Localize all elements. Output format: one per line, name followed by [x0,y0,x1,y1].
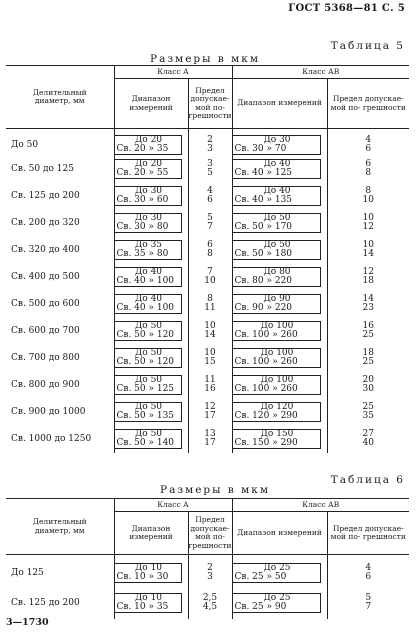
range-cell [232,237,327,264]
range-value: Св. 10 » 30 [116,571,169,582]
limit-value: 12 [362,267,374,277]
range-value: Св. 120 » 290 [234,411,298,421]
diameter-cell [6,210,114,237]
limit-value: 3 [207,571,213,582]
range-cell [232,587,327,619]
table-row [6,291,409,318]
limit-value: 10 [362,195,374,205]
range-value: До 30 [134,213,163,223]
range-cell [114,291,188,318]
limit-value: 7 [207,267,213,277]
range-value: До 50 [263,213,291,223]
table-row [6,372,409,399]
limit-value: 20 [362,375,374,385]
limit-value: 23 [362,303,374,313]
table5-class-ab: Класс АВ [232,66,409,79]
table-row [6,426,409,453]
limit-cell [327,426,409,453]
diameter-value: Св. 500 до 600 [11,299,80,309]
range-value: Св. 50 » 170 [234,222,293,232]
range-value: До 100 [260,321,294,331]
limit-cell [327,264,409,291]
diameter-value: Св. 125 до 200 [11,597,80,608]
range-cell [232,210,327,237]
limit-cell [327,318,409,345]
limit-cell [188,587,232,619]
range-value: До 50 [134,429,163,439]
diameter-value: До 50 [11,140,39,151]
table6 [6,498,409,619]
table5 [6,65,409,453]
range-cell [232,291,327,318]
limit-cell [188,183,232,210]
diameter-cell [6,183,114,210]
limit-value: 35 [362,411,374,421]
limit-value: 6 [365,144,372,155]
range-value: Св. 50 » 120 [116,330,175,340]
range-cell [232,399,327,426]
table5-col-limit-ab: Предел допускае- мой по- грешности [327,79,409,129]
limit-value: 16 [362,321,374,331]
range-cell [232,264,327,291]
range-value: До 20 [134,159,163,169]
limit-value: 5 [207,213,213,223]
limit-cell [327,129,409,156]
limit-value: 13 [204,429,216,439]
limit-value: 10 [362,213,374,223]
limit-cell [188,318,232,345]
limit-cell [188,555,232,587]
range-value: До 150 [260,429,294,439]
diameter-cell [6,555,114,587]
range-value: До 50 [263,240,291,250]
table-row [6,156,409,183]
limit-cell [188,129,232,156]
range-cell [114,372,188,399]
diameter-cell [6,587,114,619]
limit-cell [188,210,232,237]
diameter-value: Св. 125 до 200 [11,191,80,201]
limit-value: 3 [207,159,213,169]
limit-value: 5 [365,592,372,603]
range-value: Св. 25 » 90 [234,601,287,612]
range-value: До 50 [134,402,163,412]
range-value: Св. 25 » 50 [234,571,287,582]
limit-value: 14 [204,330,216,340]
limit-value: 4 [365,135,372,146]
diameter-value: Св. 50 до 125 [11,164,74,174]
table5-label: Таблица 5 [330,40,405,52]
diameter-cell [6,156,114,183]
range-value: До 100 [260,375,294,385]
range-value: До 40 [134,267,163,277]
range-value: До 35 [134,240,163,250]
range-value: Св. 30 » 70 [234,144,287,155]
range-value: До 25 [263,592,291,603]
range-value: До 10 [134,562,163,573]
diameter-cell [6,129,114,156]
table-row [6,399,409,426]
limit-value: 3 [207,144,213,155]
limit-value: 5 [207,168,213,178]
diameter-value: Св. 600 до 700 [11,326,80,336]
table-row [6,237,409,264]
limit-value: 16 [204,384,216,394]
range-cell [114,555,188,587]
limit-value: 10 [204,276,216,286]
diameter-value: До 125 [11,567,44,578]
diameter-value: Св. 400 до 500 [11,272,80,282]
diameter-value: Св. 320 до 400 [11,245,80,255]
range-cell [232,345,327,372]
range-cell [232,555,327,587]
range-cell [114,183,188,210]
range-value: До 20 [134,135,163,146]
range-value: До 50 [134,321,163,331]
range-cell [232,156,327,183]
diameter-value: Св. 700 до 800 [11,353,80,363]
diameter-cell [6,264,114,291]
limit-cell [327,183,409,210]
range-cell [114,426,188,453]
diameter-value: Св. 1000 до 1250 [11,434,92,444]
limit-value: 10 [204,348,216,358]
range-cell [232,372,327,399]
range-value: До 30 [134,186,163,196]
limit-value: 12 [362,222,374,232]
limit-value: 25 [362,330,374,340]
limit-value: 14 [362,294,374,304]
range-value: До 80 [263,267,291,277]
limit-cell [327,237,409,264]
range-value: До 50 [134,348,163,358]
limit-value: 27 [362,429,374,439]
limit-value: 14 [362,249,374,259]
table6-col-limit-ab: Предел допускае- мой по- грешности [327,512,409,555]
limit-value: 6 [365,159,372,169]
range-value: Св. 20 » 55 [116,168,169,178]
diameter-cell [6,426,114,453]
limit-value: 7 [207,222,213,232]
table5-col-limit-a: Предел допускае- мой по- грешности [188,79,232,129]
limit-cell [188,372,232,399]
range-value: Св. 35 » 80 [116,249,169,259]
table5-col-range-ab: Диапазон измерений [232,79,327,129]
diameter-cell [6,345,114,372]
range-value: Св. 90 » 220 [234,303,293,313]
limit-cell [327,156,409,183]
limit-value: 18 [362,276,374,286]
range-cell [232,129,327,156]
table-row [6,183,409,210]
limit-value: 6 [365,571,372,582]
range-value: Св. 40 » 100 [116,303,175,313]
range-value: До 30 [263,135,291,146]
table5-class-a: Класс А [114,66,232,79]
limit-cell [188,237,232,264]
limit-value: 6 [207,240,213,250]
range-value: Св. 80 » 220 [234,276,293,286]
page-footer: 3—1730 [6,617,49,628]
limit-cell [327,291,409,318]
limit-cell [188,426,232,453]
limit-value: 12 [204,402,216,412]
table6-label: Таблица 6 [330,474,405,486]
limit-value: 6 [207,195,213,205]
limit-value: 18 [362,348,374,358]
table6-col-range-a: Диапазон измерений [114,512,188,555]
range-value: До 90 [263,294,291,304]
range-cell [114,210,188,237]
limit-value: 2,5 [202,592,218,603]
range-cell [232,183,327,210]
limit-value: 8 [207,294,213,304]
limit-value: 4 [207,186,213,196]
range-value: Св. 40 » 125 [234,168,293,178]
limit-cell [327,555,409,587]
limit-value: 8 [207,249,213,259]
range-value: Св. 30 » 80 [116,222,169,232]
table6-col-limit-a: Предел допускае- мой по- грешности [188,512,232,555]
range-value: До 25 [263,562,291,573]
range-value: До 40 [134,294,163,304]
diameter-cell [6,318,114,345]
diameter-cell [6,237,114,264]
range-value: Св. 10 » 35 [116,601,169,612]
range-cell [114,129,188,156]
range-value: Св. 50 » 140 [116,438,175,448]
range-cell [232,318,327,345]
range-value: Св. 150 » 290 [234,438,298,448]
diameter-cell [6,372,114,399]
range-value: Св. 50 » 120 [116,357,175,367]
limit-value: 11 [204,303,216,313]
limit-cell [327,210,409,237]
limit-value: 40 [362,438,374,448]
table-row [6,129,409,156]
limit-value: 10 [204,321,216,331]
table-row [6,345,409,372]
range-value: Св. 50 » 135 [116,411,175,421]
table6-col-diameter: Делительный диаметр, мм [6,499,114,555]
limit-cell [327,345,409,372]
range-value: До 40 [263,186,291,196]
limit-value: 30 [362,384,374,394]
range-cell [114,345,188,372]
limit-value: 17 [204,438,216,448]
limit-value: 25 [362,357,374,367]
limit-value: 7 [365,601,372,612]
table5-caption: Размеры в мкм [150,53,260,65]
limit-value: 8 [365,168,372,178]
range-value: До 100 [260,348,294,358]
limit-cell [327,372,409,399]
range-value: Св. 20 » 35 [116,144,169,155]
diameter-cell [6,399,114,426]
range-value: До 40 [263,159,291,169]
table6-col-range-ab: Диапазон измерений [232,512,327,555]
table6-class-a: Класс А [114,499,232,512]
limit-value: 15 [204,357,216,367]
table-row [6,210,409,237]
table-row [6,264,409,291]
range-cell [232,426,327,453]
table5-col-range-a: Диапазон измерений [114,79,188,129]
limit-cell [188,345,232,372]
table5-col-diameter: Делительный диаметр, мм [6,66,114,129]
range-value: Св. 40 » 100 [116,276,175,286]
limit-cell [188,156,232,183]
range-value: Св. 50 » 125 [116,384,175,394]
range-cell [114,399,188,426]
range-value: Св. 50 » 180 [234,249,293,259]
range-cell [114,156,188,183]
range-value: Св. 100 » 260 [234,384,298,394]
range-value: До 120 [260,402,294,412]
limit-value: 10 [362,240,374,250]
range-value: Св. 40 » 135 [234,195,293,205]
table-row [6,318,409,345]
range-cell [114,264,188,291]
table6-caption: Размеры в мкм [160,484,270,496]
range-cell [114,587,188,619]
limit-value: 4,5 [202,601,218,612]
limit-cell [188,399,232,426]
limit-value: 2 [207,562,213,573]
diameter-value: Св. 200 до 320 [11,218,80,228]
page-header: ГОСТ 5368—81 С. 5 [288,3,405,14]
range-value: Св. 100 » 260 [234,357,298,367]
range-cell [114,237,188,264]
limit-value: 8 [365,186,372,196]
range-cell [114,318,188,345]
limit-value: 4 [365,562,372,573]
table6-class-ab: Класс АВ [232,499,409,512]
table-row [6,587,409,619]
table-row [6,555,409,587]
range-value: До 10 [134,592,163,603]
diameter-value: Св. 900 до 1000 [11,407,86,417]
range-value: Св. 100 » 260 [234,330,298,340]
limit-cell [327,587,409,619]
diameter-cell [6,291,114,318]
limit-value: 2 [207,135,213,146]
range-value: До 50 [134,375,163,385]
limit-value: 11 [204,375,216,385]
limit-cell [188,264,232,291]
limit-cell [188,291,232,318]
limit-value: 25 [362,402,374,412]
limit-cell [327,399,409,426]
limit-value: 17 [204,411,216,421]
diameter-value: Св. 800 до 900 [11,380,80,390]
range-value: Св. 30 » 60 [116,195,169,205]
